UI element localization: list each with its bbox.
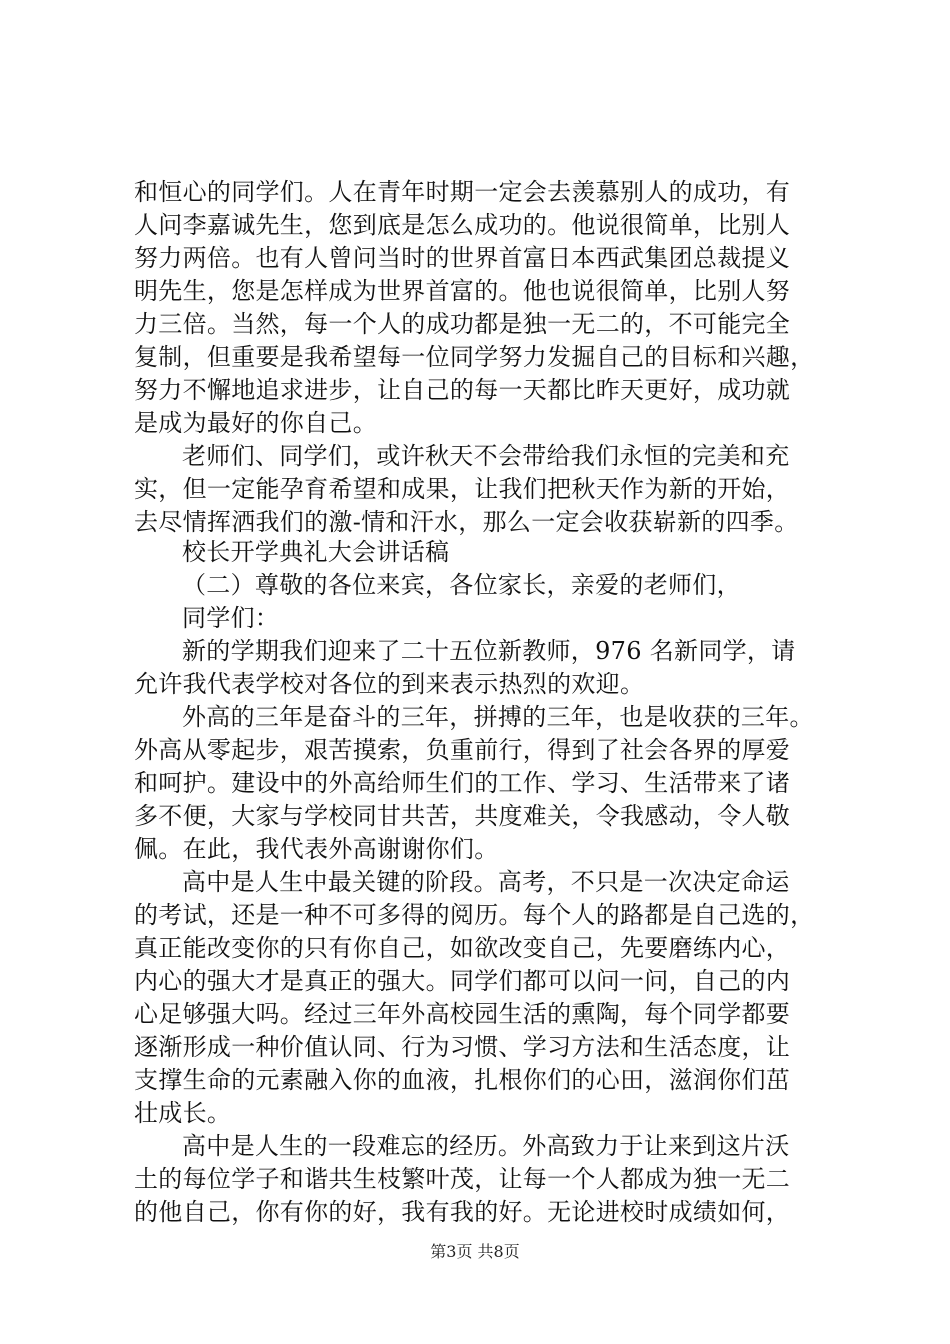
text-line: 新的学期我们迎来了二十五位新教师，976 名新同学，请 [182,637,796,665]
text-line: 明先生，您是怎样成为世界首富的。他也说很简单，比别人努 [134,277,791,305]
text-line: 逐渐形成一种价值认同、行为习惯、学习方法和生活态度，让 [134,1033,791,1061]
text-line: 努力两倍。也有人曾问当时的世界首富日本西武集团总裁提义 [134,244,791,272]
body-text-section-1 [134,176,824,539]
text-line: 外高从零起步，艰苦摸索，负重前行，得到了社会各界的厚爱 [134,736,791,764]
text-line: 真正能改变你的只有你自己，如欲改变自己，先要磨练内心， [134,934,791,962]
text-line: 去尽情挥洒我们的激-情和汗水，那么一定会收获崭新的四季。 [134,508,799,536]
page-number-footer: 第3页 共8页 [430,1242,520,1261]
text-line: 老师们、同学们，或许秋天不会带给我们永恒的完美和充 [182,442,790,470]
text-line: 壮成长。 [134,1099,232,1127]
text-line: 是成为最好的你自己。 [134,409,377,437]
body-text-section-2 [134,536,824,1229]
text-line: 实，但一定能孕育希望和成果，让我们把秋天作为新的开始， [134,475,791,503]
text-line: 允许我代表学校对各位的到来表示热烈的欢迎。 [134,670,645,698]
speech-title: 校长开学典礼大会讲话稿 [182,538,450,566]
text-line: 力三倍。当然，每一个人的成功都是独一无二的，不可能完全 [134,310,791,338]
text-line: 人问李嘉诚先生，您到底是怎么成功的。他说很简单，比别人 [134,211,791,239]
text-line: 的他自己，你有你的好，我有我的好。无论进校时成绩如何， [134,1198,791,1226]
text-line: 复制，但重要是我希望每一位同学努力发掘自己的目标和兴趣， [134,343,815,371]
salutation-line: 同学们： [182,604,280,632]
text-line: 土的每位学子和谐共生枝繁叶茂，让每一个人都成为独一无二 [134,1165,791,1193]
text-line: 和呵护。建设中的外高给师生们的工作、学习、生活带来了诸 [134,769,791,797]
text-line: 和恒心的同学们。人在青年时期一定会去羡慕别人的成功，有 [134,178,791,206]
text-line: 高中是人生中最关键的阶段。高考，不只是一次决定命运 [182,868,790,896]
text-line: 多不便，大家与学校同甘共苦，共度难关，令我感动，令人敬 [134,802,791,830]
text-line: 高中是人生的一段难忘的经历。外高致力于让来到这片沃 [182,1132,790,1160]
text-line: 佩。在此，我代表外高谢谢你们。 [134,835,499,863]
text-line: 内心的强大才是真正的强大。同学们都可以问一问，自己的内 [134,967,791,995]
text-line: 心足够强大吗。经过三年外高校园生活的熏陶，每个同学都要 [134,1000,791,1028]
text-line: 努力不懈地追求进步，让自己的每一天都比昨天更好，成功就 [134,376,791,404]
text-line: 外高的三年是奋斗的三年，拼搏的三年，也是收获的三年。 [182,703,814,731]
salutation-line: （二）尊敬的各位来宾，各位家长，亲爱的老师们， [182,571,741,599]
text-line: 支撑生命的元素融入你的血液，扎根你们的心田，滋润你们茁 [134,1066,791,1094]
text-line: 的考试，还是一种不可多得的阅历。每个人的路都是自己选的， [134,901,815,929]
